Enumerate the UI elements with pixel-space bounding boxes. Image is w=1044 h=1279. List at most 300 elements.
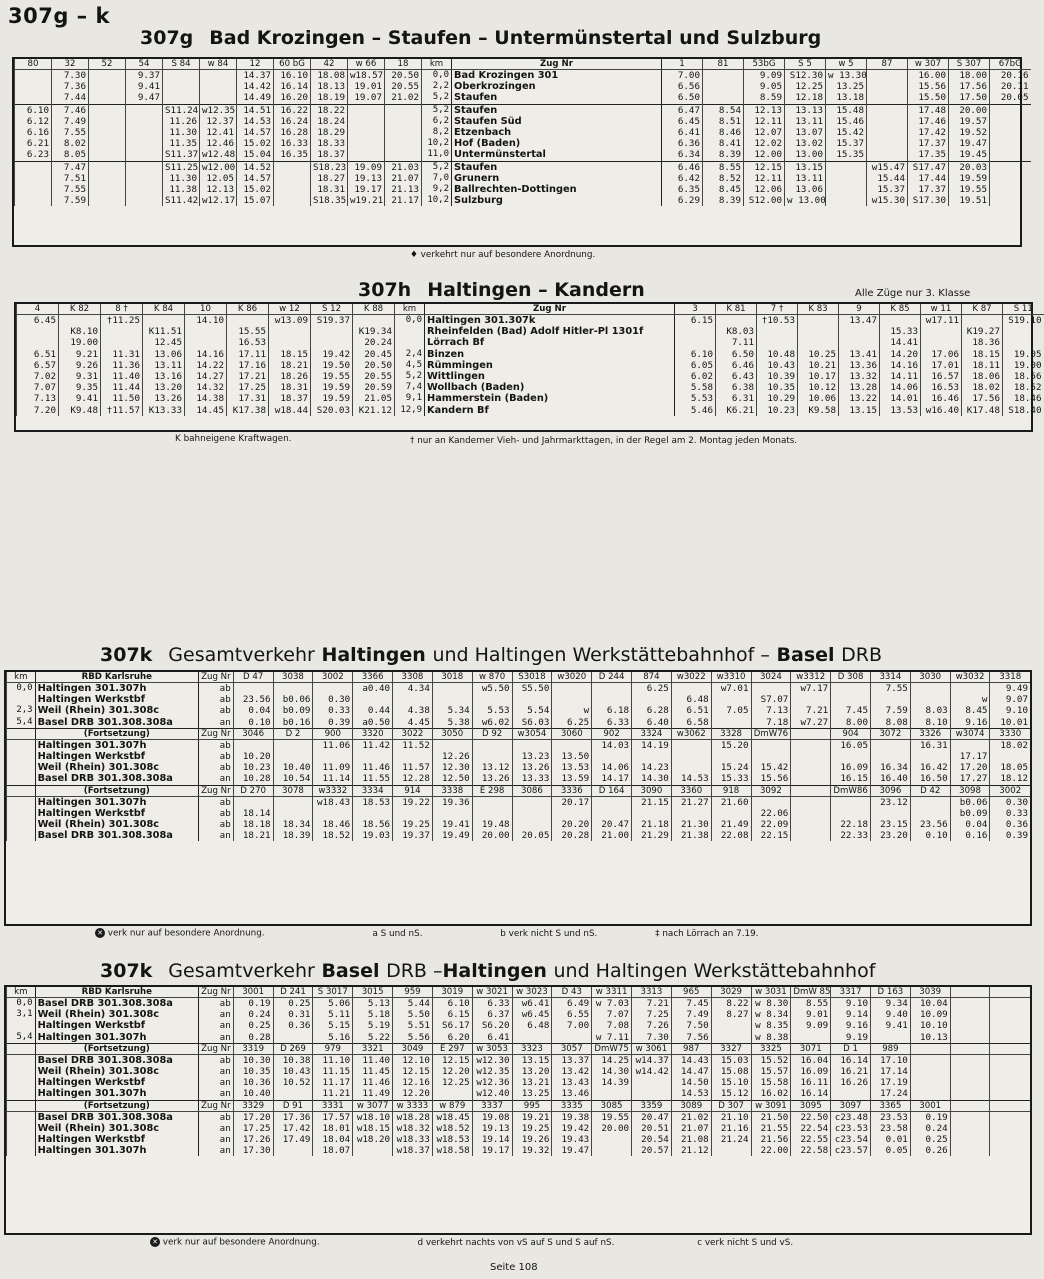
time-cell: 6.46 — [662, 161, 703, 173]
section-number: 307k — [100, 960, 153, 982]
time-cell: 10.54 — [273, 773, 313, 785]
time-cell: S17.47 — [908, 161, 949, 173]
time-cell: 16.09 — [831, 762, 871, 773]
station-name: Rheinfelden (Bad) Adolf Hitler-Pl 1301f — [425, 326, 675, 337]
train-number-header: 904 — [831, 728, 871, 739]
train-number-header: 3024 — [751, 672, 791, 683]
title-part: Haltingen — [321, 644, 426, 666]
time-cell: 15.52 — [751, 1054, 791, 1066]
km-header — [7, 728, 36, 739]
time-cell: S6.20 — [472, 1020, 512, 1031]
time-cell — [233, 683, 273, 695]
time-cell: 0.24 — [233, 1009, 273, 1020]
time-cell: 13.37 — [552, 1054, 592, 1066]
block-header-row — [7, 987, 1031, 998]
time-cell — [950, 1077, 990, 1088]
time-cell: 10.09 — [910, 1009, 950, 1020]
time-cell: 8.10 — [910, 717, 950, 729]
time-cell: 12.02 — [744, 138, 785, 149]
time-cell: 7.26 — [632, 1020, 672, 1031]
time-cell: 7.55 — [52, 127, 89, 138]
km-header: km — [7, 672, 36, 683]
title-part: Gesamtverkehr — [168, 644, 315, 666]
train-number-header — [950, 987, 990, 998]
time-cell: 22.50 — [791, 1111, 831, 1123]
time-cell: 0.01 — [870, 1134, 910, 1145]
time-cell: 12.20 — [432, 1066, 472, 1077]
train-number-header: 54 — [126, 59, 163, 70]
time-cell: 6.58 — [671, 717, 711, 729]
time-cell — [910, 1066, 950, 1077]
title-part: Haltingen — [442, 960, 547, 982]
time-cell — [632, 1088, 672, 1100]
ab-an-label: an — [199, 1032, 234, 1044]
time-cell: 19.57 — [949, 116, 990, 127]
time-cell — [716, 315, 757, 327]
footnote-text: a S und nS. — [372, 928, 423, 939]
time-cell: 14.50 — [671, 1077, 711, 1088]
time-cell: w13.09 — [269, 315, 311, 327]
train-number-header: 3022 — [393, 728, 433, 739]
time-cell: 12.11 — [744, 173, 785, 184]
time-cell — [512, 796, 552, 808]
time-cell: 16.02 — [751, 1088, 791, 1100]
ab-an-label: ab — [199, 1054, 234, 1066]
time-cell: K19.27 — [962, 326, 1003, 337]
time-cell — [393, 808, 433, 819]
train-number-header: 3337 — [472, 1100, 512, 1111]
table-row — [7, 808, 1031, 819]
zug-nr-label: Zug Nr — [199, 987, 234, 998]
train-number-header: S 3017 — [313, 987, 353, 998]
time-cell: 15.37 — [867, 184, 908, 195]
time-cell — [592, 1088, 632, 1100]
time-cell: 15.37 — [826, 138, 867, 149]
station-name: Rümmingen — [425, 360, 675, 371]
time-cell: 18.01 — [313, 1123, 353, 1134]
time-cell — [791, 773, 831, 785]
time-cell: S11.42 — [163, 195, 200, 206]
ab-an-label: an — [199, 1088, 234, 1100]
time-cell — [472, 739, 512, 751]
time-cell: 13.23 — [512, 751, 552, 762]
time-cell — [385, 138, 422, 149]
time-cell: 10.43 — [273, 1066, 313, 1077]
time-cell — [831, 1088, 871, 1100]
train-number-header: 3001 — [910, 1100, 950, 1111]
train-number-header: 3038 — [273, 672, 313, 683]
time-cell — [126, 195, 163, 206]
km-cell: 0,0 — [7, 683, 36, 695]
time-cell — [89, 81, 126, 92]
train-number-header: w 307 — [908, 59, 949, 70]
time-cell: w 8.38 — [751, 1032, 791, 1044]
block-label: (Fortsetzung) — [35, 785, 198, 796]
time-cell: 22.58 — [791, 1145, 831, 1156]
time-cell — [432, 1088, 472, 1100]
time-cell — [311, 326, 353, 337]
time-cell: 13.16 — [143, 371, 185, 382]
table-row — [7, 1088, 1031, 1100]
time-cell — [751, 683, 791, 695]
time-cell: 15.56 — [908, 81, 949, 92]
train-number-header: w3312 — [791, 672, 831, 683]
timetable-307g — [12, 57, 1029, 247]
train-number-header: w 3021 — [472, 987, 512, 998]
time-cell: 10.25 — [798, 349, 839, 360]
time-cell: c23.48 — [831, 1111, 871, 1123]
time-cell — [163, 81, 200, 92]
time-cell: 10.21 — [798, 360, 839, 371]
time-cell — [185, 326, 227, 337]
time-cell: 14.17 — [592, 773, 632, 785]
time-cell: 10.23 — [757, 405, 798, 416]
time-cell: 20.00 — [472, 830, 512, 841]
time-cell: 16.22 — [274, 104, 311, 116]
time-cell: 15.50 — [908, 92, 949, 104]
station-name: Basel DRB 301.308.308a — [35, 717, 198, 729]
time-cell: 19.14 — [472, 1134, 512, 1145]
time-cell: 13.21 — [512, 1077, 552, 1088]
time-cell: 7.00 — [552, 1020, 592, 1031]
time-cell: w18.10 — [353, 1111, 393, 1123]
train-number-header: w 3023 — [512, 987, 552, 998]
time-cell: 13.36 — [839, 360, 880, 371]
km-header: km — [395, 304, 425, 315]
zug-nr-label: Zug Nr — [199, 785, 234, 796]
time-cell — [273, 1088, 313, 1100]
time-cell: 10.48 — [757, 349, 798, 360]
ab-an-label: an — [199, 1066, 234, 1077]
table-row — [7, 1009, 1031, 1020]
block-header-row — [7, 672, 1031, 683]
time-cell: 5.13 — [353, 998, 393, 1010]
time-cell: 13.53 — [552, 762, 592, 773]
time-cell — [990, 173, 1031, 184]
time-cell: 9.01 — [791, 1009, 831, 1020]
time-cell: 10.04 — [910, 998, 950, 1010]
ab-an-label: ab — [199, 739, 234, 751]
time-cell — [311, 337, 353, 348]
time-cell: 16.21 — [831, 1066, 871, 1077]
time-cell: 14.22 — [185, 360, 227, 371]
time-cell — [990, 1123, 1030, 1134]
time-cell: 13.53 — [880, 405, 921, 416]
time-cell — [512, 739, 552, 751]
time-cell: 15.48 — [826, 104, 867, 116]
table-row — [7, 819, 1031, 830]
station-name: Etzenbach — [452, 127, 662, 138]
time-cell: 17.36 — [273, 1111, 313, 1123]
time-cell: 16.33 — [274, 138, 311, 149]
ab-an-label: ab — [199, 808, 234, 819]
time-cell — [472, 751, 512, 762]
time-cell: 16.15 — [831, 773, 871, 785]
train-number-header: 3039 — [910, 987, 950, 998]
time-cell: 21.05 — [353, 393, 395, 404]
time-cell: w15.47 — [867, 161, 908, 173]
train-number-header: 3338 — [432, 785, 472, 796]
time-cell — [273, 1032, 313, 1044]
time-cell — [15, 184, 52, 195]
time-cell: w18.57 — [348, 70, 385, 82]
train-number-header — [990, 1100, 1030, 1111]
time-cell: 16.10 — [274, 70, 311, 82]
time-cell: b0.06 — [950, 796, 990, 808]
time-cell: 19.00 — [59, 337, 101, 348]
section-307g-title — [140, 27, 821, 49]
time-cell: 23.56 — [910, 819, 950, 830]
time-cell: 6.31 — [716, 393, 757, 404]
time-cell: 0.16 — [950, 830, 990, 841]
station-name: Haltingen Werkstbf — [35, 751, 198, 762]
time-cell — [831, 808, 871, 819]
ab-an-label: ab — [199, 819, 234, 830]
time-cell: 5.19 — [353, 1020, 393, 1031]
time-cell: 20.47 — [632, 1111, 672, 1123]
block-header-row — [7, 785, 1031, 796]
table-row — [7, 1134, 1031, 1145]
time-cell: w12.35 — [472, 1066, 512, 1077]
station-name: Hof (Baden) — [452, 138, 662, 149]
time-cell: 19.07 — [348, 92, 385, 104]
time-cell: 8.22 — [711, 998, 751, 1010]
time-cell: 17.24 — [870, 1088, 910, 1100]
time-cell: 0.04 — [950, 819, 990, 830]
km-cell — [7, 808, 36, 819]
table-row — [7, 773, 1031, 785]
time-cell: 17.26 — [233, 1134, 273, 1145]
time-cell: S6.17 — [432, 1020, 472, 1031]
table-row — [7, 762, 1031, 773]
time-cell: 18.53 — [353, 796, 393, 808]
train-number-header: 67bG — [990, 59, 1031, 70]
time-cell: 19.13 — [348, 173, 385, 184]
station-name: Haltingen 301.307k — [425, 315, 675, 327]
time-cell: 18.56 — [353, 819, 393, 830]
time-cell: 17.46 — [908, 116, 949, 127]
time-cell: 11.44 — [101, 382, 143, 393]
time-cell — [831, 694, 871, 705]
time-cell: 6.57 — [17, 360, 59, 371]
time-cell: 11.15 — [313, 1066, 353, 1077]
time-cell — [751, 751, 791, 762]
train-number-header: D 92 — [472, 728, 512, 739]
time-cell: 19.55 — [311, 371, 353, 382]
table-row — [7, 717, 1031, 729]
ab-an-label: an — [199, 717, 234, 729]
ab-an-label: ab — [199, 1111, 234, 1123]
time-cell — [472, 694, 512, 705]
time-cell: 9.35 — [59, 382, 101, 393]
time-cell: 11.38 — [163, 184, 200, 195]
footnote-text: c verk nicht S und vS. — [697, 1237, 794, 1248]
time-cell — [711, 717, 751, 729]
time-cell: 0.33 — [990, 808, 1030, 819]
time-cell — [671, 808, 711, 819]
time-cell: 13.02 — [785, 138, 826, 149]
time-cell: 9.16 — [831, 1020, 871, 1031]
block-label: (Fortsetzung) — [35, 1100, 198, 1111]
train-number-header: 12 — [237, 59, 274, 70]
time-cell: 15.08 — [711, 1066, 751, 1077]
time-cell: 20.59 — [353, 382, 395, 393]
time-cell — [867, 70, 908, 82]
time-cell: 21.29 — [632, 830, 672, 841]
time-cell: 14.16 — [185, 349, 227, 360]
km-cell: 7,4 — [395, 382, 425, 393]
time-cell: 0.04 — [233, 705, 273, 716]
time-cell: 17.48 — [908, 104, 949, 116]
time-cell: K11.51 — [143, 326, 185, 337]
train-number-header — [950, 1043, 990, 1054]
time-cell: 6.10 — [675, 349, 716, 360]
time-cell — [990, 184, 1031, 195]
train-number-header: 3327 — [711, 1043, 751, 1054]
time-cell: 18.19 — [311, 92, 348, 104]
time-cell: w — [552, 705, 592, 716]
train-number-header: w 3333 — [393, 1100, 433, 1111]
time-cell — [552, 808, 592, 819]
time-cell: 19.47 — [552, 1145, 592, 1156]
time-cell: 9.07 — [990, 694, 1030, 705]
time-cell: 21.50 — [751, 1111, 791, 1123]
time-cell: 6.40 — [632, 717, 672, 729]
time-cell — [990, 149, 1031, 161]
time-cell: 8.05 — [52, 149, 89, 161]
time-cell — [353, 1145, 393, 1156]
time-cell: 16.31 — [910, 739, 950, 751]
time-cell: 9.14 — [831, 1009, 871, 1020]
time-cell: 12.45 — [143, 337, 185, 348]
station-name: Basel DRB 301.308.308a — [35, 1054, 198, 1066]
time-cell: 15.42 — [751, 762, 791, 773]
time-cell: w12.48 — [200, 149, 237, 161]
time-cell: 0.36 — [990, 819, 1030, 830]
time-cell: w18.58 — [432, 1145, 472, 1156]
time-cell: 20.28 — [552, 830, 592, 841]
time-cell: 14.49 — [237, 92, 274, 104]
time-cell: 18.06 — [962, 371, 1003, 382]
time-cell: 21.49 — [711, 819, 751, 830]
section-number: 307g — [140, 27, 194, 49]
time-cell: 18.46 — [313, 819, 353, 830]
time-cell: 10.38 — [273, 1054, 313, 1066]
time-cell — [870, 808, 910, 819]
time-cell: 6.35 — [662, 184, 703, 195]
ab-an-label: ab — [199, 705, 234, 716]
time-cell: 14.53 — [671, 773, 711, 785]
time-cell: 15.55 — [227, 326, 269, 337]
time-cell: w — [950, 694, 990, 705]
km-cell — [7, 1054, 36, 1066]
time-cell: w18.15 — [353, 1123, 393, 1134]
time-cell: 18.26 — [269, 371, 311, 382]
train-number-header: 3060 — [552, 728, 592, 739]
time-cell — [89, 116, 126, 127]
time-cell: 13.00 — [785, 149, 826, 161]
time-cell: 13.15 — [785, 161, 826, 173]
time-cell: 13.06 — [785, 184, 826, 195]
time-cell — [880, 315, 921, 327]
time-cell: 18.15 — [269, 349, 311, 360]
time-cell: 17.37 — [908, 184, 949, 195]
table-row — [17, 315, 1044, 327]
time-cell: 11.42 — [353, 739, 393, 751]
station-name: Lörrach Bf — [425, 337, 675, 348]
time-cell — [675, 326, 716, 337]
time-cell: K21.12 — [353, 405, 395, 416]
time-cell: 14.25 — [592, 1054, 632, 1066]
train-number-header: 3313 — [632, 987, 672, 998]
section-title-text: Bad Krozingen – Staufen – Untermünstertal und Sulzburg — [209, 27, 822, 49]
time-cell: w 8.35 — [751, 1020, 791, 1031]
time-cell — [632, 808, 672, 819]
time-cell: S7.07 — [751, 694, 791, 705]
table-row — [7, 1111, 1031, 1123]
time-cell: 14.51 — [237, 104, 274, 116]
time-cell — [274, 173, 311, 184]
time-cell: 22.55 — [791, 1134, 831, 1145]
time-cell: 5.54 — [512, 705, 552, 716]
time-cell: 14.42 — [237, 81, 274, 92]
time-cell: 4.34 — [393, 683, 433, 695]
train-number-header — [791, 728, 831, 739]
time-cell: w18.20 — [353, 1134, 393, 1145]
time-cell — [163, 70, 200, 82]
time-cell: 7.49 — [52, 116, 89, 127]
time-cell: S6.03 — [512, 717, 552, 729]
time-cell — [348, 127, 385, 138]
time-cell: †11.25 — [101, 315, 143, 327]
time-cell: 5.53 — [472, 705, 512, 716]
km-cell — [7, 751, 36, 762]
train-number-header: 3092 — [751, 785, 791, 796]
block-label: RBD Karlsruhe — [35, 672, 198, 683]
time-cell: 9.09 — [791, 1020, 831, 1031]
zug-nr-label: Zug Nr — [199, 728, 234, 739]
time-cell — [910, 796, 950, 808]
time-cell: w18.53 — [432, 1134, 472, 1145]
time-cell: 14.38 — [185, 393, 227, 404]
time-cell — [15, 70, 52, 82]
time-cell: 12.13 — [744, 104, 785, 116]
section-title-text: Haltingen – Kandern — [427, 279, 645, 301]
time-cell: 7.20 — [17, 405, 59, 416]
time-cell — [990, 1020, 1030, 1031]
train-number-header: K 88 — [353, 304, 395, 315]
table-307h — [16, 304, 1044, 416]
time-cell: 18.37 — [269, 393, 311, 404]
time-cell: 19.21 — [512, 1111, 552, 1123]
time-cell: 17.06 — [921, 349, 962, 360]
time-cell: 17.44 — [908, 173, 949, 184]
time-cell — [870, 739, 910, 751]
time-cell: 10.43 — [757, 360, 798, 371]
km-cell — [7, 830, 36, 841]
train-number-header: D 307 — [711, 1100, 751, 1111]
time-cell: 10.23 — [233, 762, 273, 773]
title-part: DRB – — [386, 960, 443, 982]
time-cell — [990, 195, 1031, 206]
time-cell: 12.15 — [744, 161, 785, 173]
time-cell: 8.59 — [744, 92, 785, 104]
train-number-header: 3336 — [552, 785, 592, 796]
time-cell: 14.01 — [880, 393, 921, 404]
train-number-header: 900 — [313, 728, 353, 739]
time-cell: 5.06 — [313, 998, 353, 1010]
time-cell: 14.45 — [185, 405, 227, 416]
